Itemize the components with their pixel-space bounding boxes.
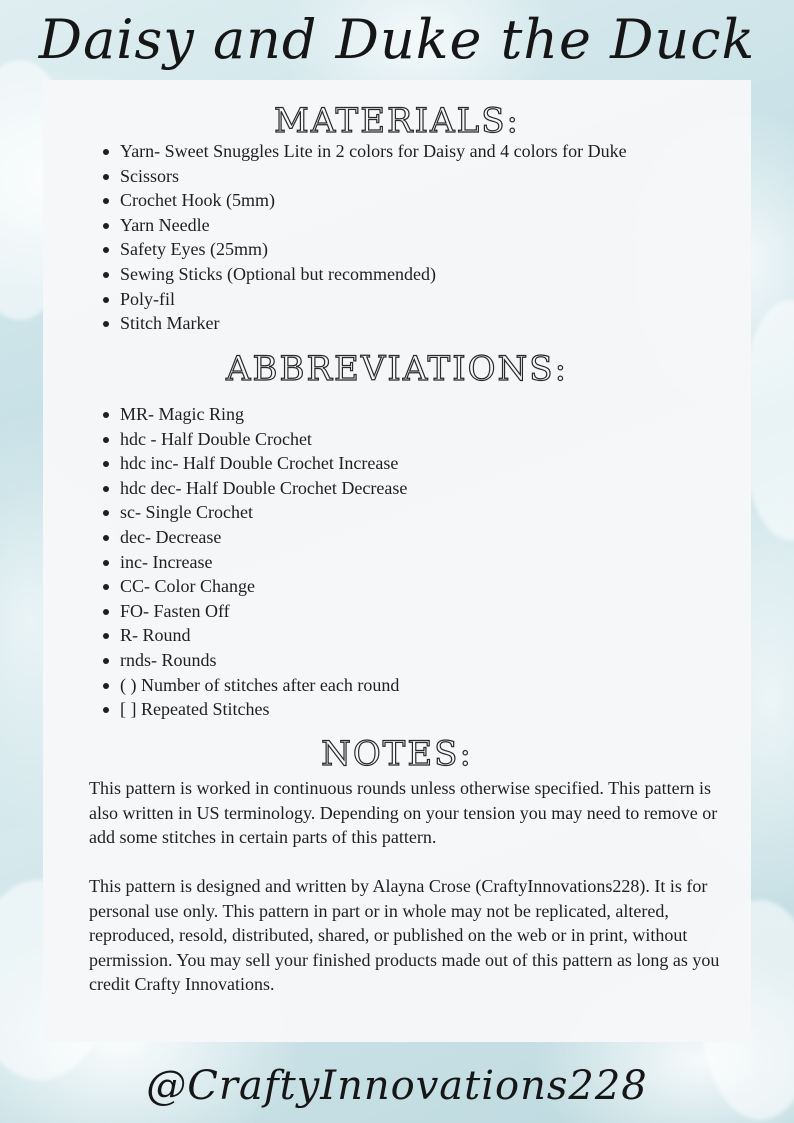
- list-item: dec- Decrease: [120, 525, 407, 550]
- copyright-paragraph: This pattern is designed and written by Alayna Crose (CraftyInnovations228). It is for personal use only. This pattern in part or in whole may not be replicated, altered, reproduced, resold, distributed, shared, or published on the web or in print, without permission. You may sell your finished products made out of this pattern as long as you credit Crafty Innovations.: [89, 876, 720, 995]
- list-item: [ ] Repeated Stitches: [120, 697, 407, 722]
- list-item: Scissors: [120, 164, 627, 189]
- list-item: MR- Magic Ring: [120, 402, 407, 427]
- abbreviations-heading: ABBREVIATIONS:: [225, 349, 569, 389]
- list-item: FO- Fasten Off: [120, 599, 407, 624]
- list-item: Safety Eyes (25mm): [120, 237, 627, 262]
- list-item: Crochet Hook (5mm): [120, 188, 627, 213]
- list-item: hdc dec- Half Double Crochet Decrease: [120, 476, 407, 501]
- page-title: Daisy and Duke the Duck: [38, 8, 756, 71]
- list-item: hdc inc- Half Double Crochet Increase: [120, 451, 407, 476]
- list-item: Yarn Needle: [120, 213, 627, 238]
- footer-handle: @CraftyInnovations228: [146, 1063, 648, 1109]
- list-item: hdc - Half Double Crochet: [120, 427, 407, 452]
- list-item: ( ) Number of stitches after each round: [120, 673, 407, 698]
- list-item: Sewing Sticks (Optional but recommended): [120, 262, 627, 287]
- materials-list: [120, 139, 627, 336]
- list-item: R- Round: [120, 623, 407, 648]
- list-item: rnds- Rounds: [120, 648, 407, 673]
- content-card: [43, 80, 751, 1042]
- list-item: Yarn- Sweet Snuggles Lite in 2 colors for Daisy and 4 colors for Duke: [120, 139, 627, 164]
- notes-heading: NOTES:: [321, 734, 473, 774]
- notes-paragraph: This pattern is worked in continuous rounds unless otherwise specified. This pattern is also written in US terminology. Depending on your tension you may need to remove or add some stitches in certain parts of this pattern.: [89, 778, 718, 848]
- list-item: inc- Increase: [120, 550, 407, 575]
- list-item: CC- Color Change: [120, 574, 407, 599]
- materials-heading: MATERIALS:: [274, 101, 520, 141]
- list-item: Poly-fil: [120, 287, 627, 312]
- abbreviations-list: [120, 402, 407, 722]
- list-item: sc- Single Crochet: [120, 500, 407, 525]
- list-item: Stitch Marker: [120, 311, 627, 336]
